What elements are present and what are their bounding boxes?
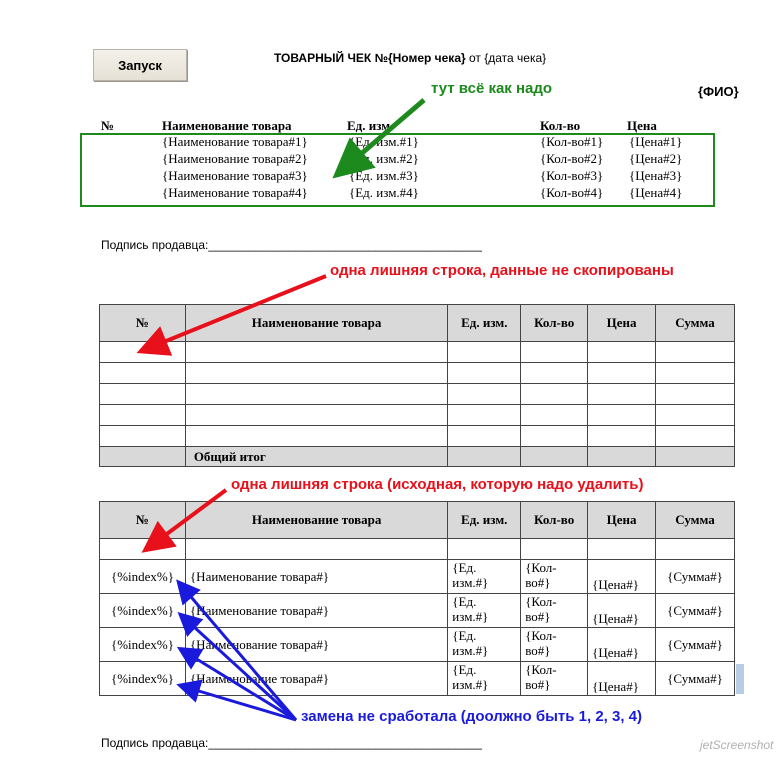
t3-header-price: Цена bbox=[588, 502, 656, 539]
table-row bbox=[100, 426, 735, 447]
row2-name: {Наименование товара#2} bbox=[162, 151, 308, 166]
cell-sum: {Сумма#} bbox=[656, 594, 735, 628]
cell-qty: {Кол- во#} bbox=[521, 662, 588, 696]
cell-price: {Цена#} bbox=[588, 662, 656, 696]
col-qty-header: Кол-во bbox=[540, 118, 581, 133]
t2-header-qty: Кол-во bbox=[521, 305, 588, 342]
total-row bbox=[100, 447, 735, 467]
t2-header-price: Цена bbox=[588, 305, 656, 342]
cell-price: {Цена#} bbox=[588, 628, 656, 662]
row3-unit: {Ед. изм.#3} bbox=[349, 168, 419, 183]
cell-qty: {Кол- во#} bbox=[521, 628, 588, 662]
annotation-green: тут всё как надо bbox=[431, 80, 553, 97]
row4-unit: {Ед. изм.#4} bbox=[349, 185, 419, 200]
table-row bbox=[100, 594, 735, 628]
t3-header-num: № bbox=[100, 502, 186, 539]
total-label: Общий итог bbox=[185, 447, 448, 467]
cell-sum: {Сумма#} bbox=[656, 560, 735, 594]
cell-price: {Цена#} bbox=[588, 560, 656, 594]
table-row bbox=[100, 560, 735, 594]
row3-price: {Цена#3} bbox=[629, 168, 683, 183]
cell-sum: {Сумма#} bbox=[656, 662, 735, 696]
row4-price: {Цена#4} bbox=[629, 185, 683, 200]
cell-index: {%index%} bbox=[100, 594, 186, 628]
cell-name: {Наименование товара#} bbox=[185, 662, 447, 696]
cell-unit: {Ед. изм.#} bbox=[448, 560, 521, 594]
row1-price: {Цена#1} bbox=[629, 134, 683, 149]
row1-name: {Наименование товара#1} bbox=[162, 134, 308, 149]
col-unit-header: Ед. изм. bbox=[347, 118, 394, 133]
annotation-blue: замена не сработала (доолжно быть 1, 2, 3, 4) bbox=[301, 708, 643, 725]
highlight-box-green bbox=[80, 133, 715, 207]
seller-signature-2: Подпись продавца:_________________________________________ bbox=[101, 736, 482, 750]
table-row bbox=[100, 384, 735, 405]
cell-name: {Наименование товара#} bbox=[185, 628, 447, 662]
watermark: jetScreenshot bbox=[700, 738, 774, 752]
seller-signature: Подпись продавца:_________________________________________ bbox=[101, 238, 482, 252]
receipt-title: ТОВАРНЫЙ ЧЕК №{Номер чека} от {дата чека} bbox=[274, 51, 547, 65]
cell-qty: {Кол- во#} bbox=[521, 594, 588, 628]
cell-name: {Наименование товара#} bbox=[185, 594, 447, 628]
table-row bbox=[100, 539, 735, 560]
cell-index: {%index%} bbox=[100, 560, 186, 594]
cell-index: {%index%} bbox=[100, 628, 186, 662]
row1-qty: {Кол-во#1} bbox=[540, 134, 604, 149]
t2-header-name: Наименование товара bbox=[185, 305, 448, 342]
cell-index: {%index%} bbox=[100, 662, 186, 696]
row4-qty: {Кол-во#4} bbox=[540, 185, 604, 200]
cell-qty: {Кол- во#} bbox=[521, 560, 588, 594]
annotation-red-1: одна лишняя строка, данные не скопированы bbox=[330, 262, 674, 279]
t3-header-qty: Кол-во bbox=[521, 502, 588, 539]
table-row bbox=[100, 342, 735, 363]
row3-name: {Наименование товара#3} bbox=[162, 168, 308, 183]
col-name-header: Наименование товара bbox=[162, 118, 292, 133]
t3-header-name: Наименование товара bbox=[185, 502, 447, 539]
table-row bbox=[100, 405, 735, 426]
t2-header-unit: Ед. изм. bbox=[448, 305, 521, 342]
col-price-header: Цена bbox=[627, 118, 657, 133]
row3-qty: {Кол-во#3} bbox=[540, 168, 604, 183]
col-num-header: № bbox=[101, 118, 115, 133]
cell-sum: {Сумма#} bbox=[656, 628, 735, 662]
row4-name: {Наименование товара#4} bbox=[162, 185, 308, 200]
row1-unit: {Ед. изм.#1} bbox=[349, 134, 419, 149]
cell-unit: {Ед. изм.#} bbox=[448, 662, 521, 696]
table-row bbox=[100, 662, 735, 696]
t2-header-num: № bbox=[100, 305, 186, 342]
items-table-2 bbox=[99, 304, 735, 467]
t3-header-unit: Ед. изм. bbox=[448, 502, 521, 539]
items-table-3 bbox=[99, 501, 735, 696]
row2-unit: {Ед. изм.#2} bbox=[349, 151, 419, 166]
selection-marker bbox=[736, 664, 744, 694]
start-button[interactable]: Запуск bbox=[93, 49, 187, 81]
cell-price: {Цена#} bbox=[588, 594, 656, 628]
annotation-red-2: одна лишняя строка (исходная, которую надо удалить) bbox=[231, 476, 644, 493]
fio-field: {ФИО} bbox=[698, 84, 739, 99]
row2-qty: {Кол-во#2} bbox=[540, 151, 604, 166]
t3-header-sum: Сумма bbox=[656, 502, 735, 539]
cell-unit: {Ед. изм.#} bbox=[448, 628, 521, 662]
row2-price: {Цена#2} bbox=[629, 151, 683, 166]
cell-name: {Наименование товара#} bbox=[185, 560, 447, 594]
table-row bbox=[100, 363, 735, 384]
cell-unit: {Ед. изм.#} bbox=[448, 594, 521, 628]
table-row bbox=[100, 628, 735, 662]
t2-header-sum: Сумма bbox=[656, 305, 735, 342]
